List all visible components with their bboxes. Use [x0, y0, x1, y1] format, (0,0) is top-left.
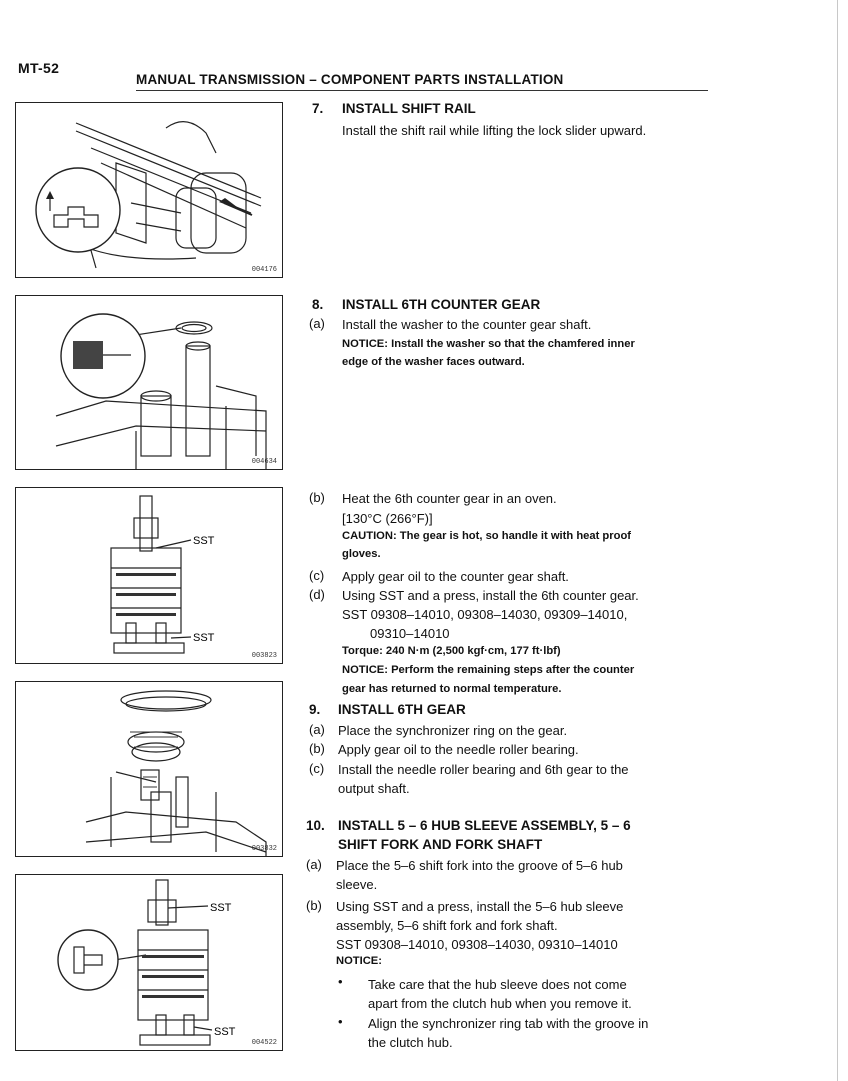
- step-8b-label: (b): [309, 490, 325, 505]
- figure-code: 003823: [251, 652, 277, 660]
- step-10-sst: SST 09308–14010, 09308–14030, 09310–14010: [336, 937, 618, 952]
- step-10-bullet-1-line2: apart from the clutch hub when you remove it.: [368, 996, 632, 1011]
- counter-gear-press-illustration: [16, 488, 282, 663]
- step-8-torque: Torque: 240 N·m (2,500 kgf·cm, 177 ft·lbf): [342, 645, 561, 657]
- counter-gear-washer-illustration: [16, 296, 282, 469]
- step-10-title-line2: SHIFT FORK AND FORK SHAFT: [338, 837, 543, 852]
- figure-code: 003832: [251, 845, 277, 853]
- step-7-title: INSTALL SHIFT RAIL: [342, 101, 476, 116]
- step-10-bullet-2-line2: the clutch hub.: [368, 1035, 453, 1050]
- figure-code: 004522: [251, 1039, 277, 1047]
- step-10-bullet-1-line1: Take care that the hub sleeve does not come: [368, 977, 627, 992]
- step-8-notice-line1: NOTICE: Install the washer so that the chamfered inner: [342, 338, 635, 350]
- hub-sleeve-press-illustration: [16, 875, 282, 1050]
- shift-rail-illustration: [16, 103, 282, 277]
- step-10-notice-label: NOTICE:: [336, 955, 382, 967]
- step-9-number: 9.: [309, 702, 321, 717]
- step-8-sst-line2: 09310–14010: [370, 626, 450, 641]
- step-8-notice2-line1: NOTICE: Perform the remaining steps after the counter: [342, 664, 635, 676]
- step-8-title: INSTALL 6TH COUNTER GEAR: [342, 297, 541, 312]
- step-9b-text: Apply gear oil to the needle roller bearing.: [338, 742, 579, 757]
- step-10-bullet-2-line1: Align the synchronizer ring tab with the groove in: [368, 1016, 649, 1031]
- step-8c-label: (c): [309, 568, 325, 583]
- step-10a-label: (a): [306, 857, 322, 872]
- step-8-notice2-line2: gear has returned to normal temperature.: [342, 683, 562, 695]
- figure-counter-gear-washer: [15, 295, 283, 470]
- step-8b-temperature: [130°C (266°F)]: [342, 511, 433, 526]
- header-divider: [136, 90, 708, 91]
- step-8-number: 8.: [312, 297, 324, 312]
- step-9b-label: (b): [309, 741, 325, 756]
- step-9a-text: Place the synchronizer ring on the gear.: [338, 723, 568, 738]
- figure-hub-sleeve-press: [15, 874, 283, 1051]
- figure-counter-gear-press: [15, 487, 283, 664]
- step-7-number: 7.: [312, 101, 324, 116]
- page-title: MANUAL TRANSMISSION – COMPONENT PARTS INSTALLATION: [136, 72, 564, 87]
- step-8d-label: (d): [309, 587, 325, 602]
- step-8a-text: Install the washer to the counter gear shaft.: [342, 317, 592, 332]
- step-7-text: Install the shift rail while lifting the lock slider upward.: [342, 123, 647, 138]
- step-9c-text-line2: output shaft.: [338, 781, 410, 796]
- figure-shift-rail: [15, 102, 283, 278]
- step-8-notice-line2: edge of the washer faces outward.: [342, 356, 525, 368]
- step-8-sst-line1: SST 09308–14010, 09308–14030, 09309–14010,: [342, 607, 628, 622]
- figure-code: 004176: [251, 266, 277, 274]
- sixth-gear-exploded-illustration: [16, 682, 282, 856]
- step-8b-text: Heat the 6th counter gear in an oven.: [342, 491, 557, 506]
- step-9c-text-line1: Install the needle roller bearing and 6th gear to the: [338, 762, 629, 777]
- step-10a-text-line1: Place the 5–6 shift fork into the groove of 5–6 hub: [336, 858, 623, 873]
- step-10-title-line1: INSTALL 5 – 6 HUB SLEEVE ASSEMBLY, 5 – 6: [338, 818, 631, 833]
- step-10-number: 10.: [306, 818, 325, 833]
- sst-label-top: SST: [210, 902, 232, 914]
- figure-6th-gear: [15, 681, 283, 857]
- step-8d-text: Using SST and a press, install the 6th counter gear.: [342, 588, 639, 603]
- page-edge-line: [837, 0, 838, 1081]
- step-10b-label: (b): [306, 898, 322, 913]
- step-10-bullet-1-marker: •: [338, 974, 343, 989]
- step-10-bullet-2-marker: •: [338, 1014, 343, 1029]
- page-number: MT-52: [18, 60, 60, 76]
- step-10a-text-line2: sleeve.: [336, 877, 378, 892]
- sst-label-top: SST: [193, 535, 215, 547]
- step-9a-label: (a): [309, 722, 325, 737]
- figure-code: 004634: [251, 458, 277, 466]
- sst-label-bottom: SST: [214, 1026, 236, 1038]
- step-8a-label: (a): [309, 316, 325, 331]
- sst-label-bottom: SST: [193, 632, 215, 644]
- step-9-title: INSTALL 6TH GEAR: [338, 702, 466, 717]
- step-10b-text-line1: Using SST and a press, install the 5–6 hub sleeve: [336, 899, 624, 914]
- step-8c-text: Apply gear oil to the counter gear shaft.: [342, 569, 569, 584]
- step-10b-text-line2: assembly, 5–6 shift fork and fork shaft.: [336, 918, 558, 933]
- step-8-caution-line1: CAUTION: The gear is hot, so handle it with heat proof: [342, 530, 632, 542]
- step-9c-label: (c): [309, 761, 325, 776]
- step-8-caution-line2: gloves.: [342, 548, 381, 560]
